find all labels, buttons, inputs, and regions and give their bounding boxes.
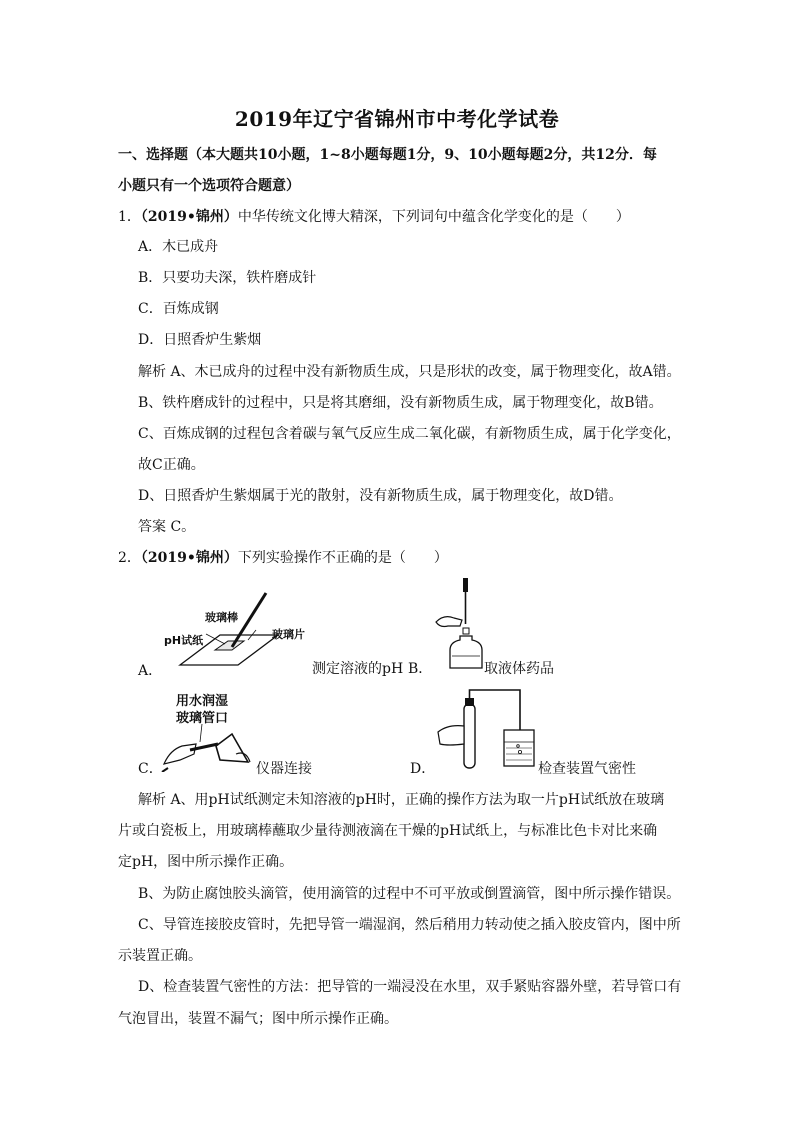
test-tube-shape [464,704,475,768]
question-2-option-d-caption: 检查装置气密性 [538,761,636,777]
question-2-option-c-label: C． [138,761,163,777]
question-1 [118,207,630,227]
question-2-option-a-caption: 测定溶液的pH [312,661,404,677]
question-2-analysis-line: C、导管连接胶皮管时，先把导管一端湿润，然后稍用力转动使之插入胶皮管内，图中所 [138,917,681,933]
hand-shape [436,617,462,627]
question-2-analysis-line: 片或白瓷板上，用玻璃棒蘸取少量待测液滴在干燥的pH试纸上，与标准比色卡对比来确 [118,823,658,839]
question-1-analysis-line: C、百炼成钢的过程包含着碳与氧气反应生成二氧化碳，有新物质生成，属于化学变化， [138,426,681,442]
question-1-number: 1． [118,209,141,225]
dropper-illustration [430,574,486,674]
question-1-answer: 答案 C。 [138,519,196,535]
question-2-stem: 下列实验操作不正确的是（ ） [237,550,448,566]
question-2-analysis-line: 定pH，图中所示操作正确。 [118,854,294,870]
question-2-option-c-caption: 仪器连接 [256,761,312,777]
question-2-analysis-line: B、为防止腐蚀胶头滴管，使用滴管的过程中不可平放或倒置滴管，图中所示操作错误。 [138,886,681,902]
airtightness-check-illustration [434,686,538,772]
question-1-analysis-line: D、日照香炉生紫烟属于光的散射，没有新物质生成，属于物理变化，故D错。 [138,488,623,504]
question-1-analysis-line: 故C正确。 [138,457,205,473]
question-1-stem: 中华传统文化博大精深，下列词句中蕴含化学变化的是（ ） [237,209,630,225]
question-2-option-b-label: B． [408,661,433,677]
hand-shape [438,726,464,745]
question-1-option-b: B．只要功夫深，铁杵磨成针 [138,270,317,286]
section-heading-line2: 小题只有一个选项符合题意） [118,178,300,194]
rubber-tube-shape [216,734,248,762]
question-2-analysis-line: 示装置正确。 [118,948,202,964]
question-1-analysis-line: 解析 A、木已成舟的过程中没有新物质生成，只是形状的改变，属于物理变化，故A错。 [138,364,681,380]
figure-label-ph-paper: pH试纸 [164,634,204,647]
question-1-source: （2019•锦州） [140,209,238,225]
figure-label-glass-plate: 玻璃片 [272,628,305,641]
bottle-shape [450,636,482,668]
question-2 [118,548,448,568]
tube-connection-illustration [160,720,256,772]
question-1-option-c: C．百炼成钢 [138,301,219,317]
question-2-number: 2． [118,550,141,566]
question-1-option-a: A．木已成舟 [138,239,219,255]
hand-shape [164,744,196,764]
question-2-analysis-line: 解析 A、用pH试纸测定未知溶液的pH时，正确的操作方法为取一片pH试纸放在玻璃 [138,792,665,808]
page-title: 2019年辽宁省锦州市中考化学试卷 [234,107,560,131]
question-2-analysis-line: 气泡冒出，装置不漏气；图中所示操作正确。 [118,1011,398,1027]
section-heading-line1: 一、选择题（本大题共10小题，1~8小题每题1分，9、10小题每题2分，共12分．每 [118,147,657,163]
question-2-option-b-caption: 取液体药品 [484,661,554,677]
question-2-option-a-label: A． [138,663,163,679]
question-1-analysis-line: B、铁杵磨成针的过程中，只是将其磨细，没有新物质生成，属于物理变化，故B错。 [138,395,663,411]
figure-label-wet-1: 用水润湿 [176,694,229,709]
question-1-option-d: D．日照香炉生紫烟 [138,332,262,348]
question-2-option-d-label: D． [410,761,436,777]
question-2-analysis-line: D、检查装置气密性的方法：把导管的一端浸没在水里，双手紧贴容器外壁，若导管口有 [138,979,682,995]
stopper-shape [465,698,474,706]
dropper-bulb-shape [463,578,468,592]
question-2-source: （2019•锦州） [140,550,238,566]
figure-label-wet-2: 玻璃管口 [176,711,229,726]
figure-label-glass-rod: 玻璃棒 [205,611,238,624]
